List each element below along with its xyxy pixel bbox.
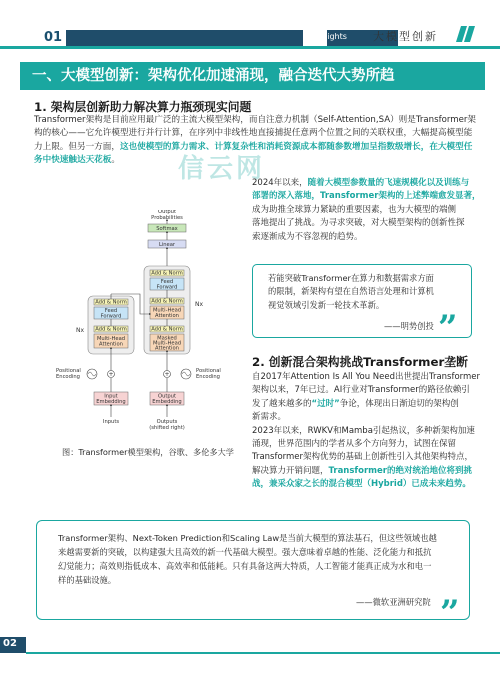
decoder-add-norm-1-label: Add & Norm bbox=[151, 326, 183, 333]
section1-line-4-highlight: 务中快速触达天花板 bbox=[34, 155, 112, 166]
encoder-add-norm-2-label: Add & Norm bbox=[95, 299, 127, 306]
encoder-positional-label-2: Encoding bbox=[56, 374, 80, 380]
right-line-1 bbox=[252, 177, 480, 190]
quote-2-source: ——微软亚洲研究院 bbox=[356, 597, 431, 607]
right-line-1-highlight: 随着大模型参数量的飞速规模化以及训练与 bbox=[307, 178, 470, 188]
s2-line-3-plain: 发了越来越多的 bbox=[252, 398, 312, 409]
output-embedding-label-1: Output bbox=[157, 393, 177, 400]
right-line-3: 成为助推全球算力紧缺的重要因素，也为大模型的端侧 bbox=[252, 204, 457, 215]
section1-right-paragraph bbox=[252, 177, 480, 244]
input-embedding-label-2: Embedding bbox=[96, 399, 126, 405]
decoder-mmh-label-3: Attention bbox=[155, 345, 179, 352]
linear-label: Linear bbox=[158, 242, 176, 248]
inputs-label: Inputs bbox=[102, 419, 120, 425]
quote-1-text bbox=[268, 272, 434, 312]
quote-mark-1-icon: ” bbox=[438, 308, 458, 348]
decoder-ff-label-1: Feed bbox=[160, 279, 174, 285]
encoder-mh-label-2: Attention bbox=[99, 341, 123, 348]
s2-line-3-highlight: “过时” bbox=[311, 398, 340, 409]
s2-line-8 bbox=[252, 465, 480, 478]
encoder-plus: + bbox=[108, 371, 114, 378]
encoder-mh-label-1: Multi-Head bbox=[96, 336, 126, 342]
header-rule bbox=[0, 46, 500, 49]
outputs-label-2: (shifted right) bbox=[149, 425, 185, 431]
softmax-label: Softmax bbox=[156, 226, 178, 232]
section1-line-4-end: 。 bbox=[111, 155, 120, 166]
quote-mark-2-icon: ” bbox=[440, 593, 460, 633]
s2-line-2: 架构以来，7年已过。AI行业对Transformer的路径依赖引 bbox=[252, 385, 470, 396]
header-insights: nsights bbox=[318, 32, 347, 41]
section1-heading: 1. 架构层创新助力解决算力瓶颈现实问题 bbox=[34, 100, 252, 114]
decoder-add-norm-2-label: Add & Norm bbox=[151, 298, 183, 305]
section2-heading: 2. 创新混合架构挑战Transformer垄断 bbox=[252, 355, 468, 369]
decoder-mh-label-2: Attention bbox=[155, 313, 179, 319]
quote-1-line-1: 若能突破Transformer在算力和数据需求方面 bbox=[268, 273, 434, 283]
decoder-ff-label-2: Forward bbox=[156, 284, 178, 291]
right-line-4: 落地提出了挑战。为寻求突破，对大模型架构的创新性探 bbox=[252, 218, 465, 229]
right-line-5: 索逐渐成为不容忽视的趋势。 bbox=[252, 231, 363, 242]
quote-1-line-2: 的限制，新架构有望在自然语言处理和计算机 bbox=[268, 286, 434, 297]
s2-line-9 bbox=[252, 478, 480, 491]
decoder-positional-label: Positional bbox=[196, 368, 221, 374]
quote-1-source: ——明势创投 bbox=[384, 321, 434, 331]
footer-page-number: 02 bbox=[3, 638, 17, 649]
encoder-positional-label: Positional bbox=[56, 368, 81, 374]
quote-2-text bbox=[58, 531, 437, 587]
section1-line-3-plain: 力上限。但另一方面， bbox=[34, 141, 120, 152]
decoder-positional-label-2: Encoding bbox=[196, 374, 220, 380]
header-i: i bbox=[305, 33, 308, 42]
encoder-ff-label-1: Feed bbox=[104, 308, 118, 314]
outputs-label: Outputs bbox=[156, 419, 178, 425]
decoder-plus: + bbox=[164, 371, 170, 378]
encoder-ff-label-2: Forward bbox=[100, 313, 122, 320]
header-page-label: 01 bbox=[44, 30, 63, 45]
header-decoration-icon bbox=[455, 24, 475, 44]
s2-line-8-plain: 解决算力开销问题， bbox=[252, 465, 329, 476]
right-line-2 bbox=[252, 190, 480, 203]
output-probabilities-label: Output bbox=[157, 210, 177, 215]
s2-line-9-highlight: 战，兼采众家之长的混合模型（Hybrid）已成未来趋势。 bbox=[252, 479, 471, 490]
s2-line-1: 自2017年Attention Is All You Need出世提出Transformer bbox=[252, 372, 481, 382]
header-band bbox=[58, 30, 398, 46]
output-embedding-label-2: Embedding bbox=[152, 399, 182, 405]
header-section-title: 大模型创新 bbox=[373, 30, 438, 43]
encoder-nx-label: Nx bbox=[76, 327, 85, 334]
section1-line-2: 构的核心——它允许模型进行并行计算，在序列中非线性地直接捕捉任意两个位置之间的关联权重，大幅提高模型能 bbox=[34, 128, 473, 139]
transformer-diagram bbox=[40, 210, 240, 440]
quote-2-line-3: 幻觉能力；高效则指低成本、高效率和低能耗。只有具备这两大特质，人工智能才能真正成为水和电一 bbox=[58, 561, 432, 571]
watermark: 信云网 bbox=[178, 154, 266, 184]
section2-paragraph bbox=[252, 371, 480, 492]
s2-line-7: Transformer架构优势的基础上创新性引入其他架构特点， bbox=[252, 452, 474, 463]
right-line-2-highlight: 部署的深入落地，Transformer架构的上述弊端愈发显著， bbox=[252, 191, 481, 202]
decoder-nx-label: Nx bbox=[195, 301, 204, 308]
s2-line-4: 新需求。 bbox=[252, 412, 287, 423]
quote-2-line-4: 样的基础设施。 bbox=[58, 575, 117, 585]
right-line-1-plain: 2024年以来， bbox=[252, 178, 308, 188]
output-probabilities-label-2: Probabilities bbox=[151, 215, 183, 221]
decoder-mmh-label-1: Masked bbox=[157, 335, 177, 342]
figure-caption: 图：Transformer模型架构，谷歌、多伦多大学 bbox=[62, 447, 234, 457]
quote-1-line-3: 视觉领域引发新一轮技术革新。 bbox=[268, 299, 385, 310]
quote-2-line-2: 来越需要新的突破，以构建强大且高效的新一代基础大模型。强大意味着卓越的性能、泛化能力和抵抗 bbox=[58, 547, 432, 557]
section1-line-3-highlight: 这也使模型的算力需求、计算复杂性和消耗资源成本都随参数增加呈指数级增长，在大模型任 bbox=[119, 141, 473, 152]
s2-line-5: 2023年以来，RWKV和Mamba引起热议，多种新架构加速 bbox=[252, 425, 475, 436]
s2-line-8-highlight: Transformer的绝对统治地位将到挑 bbox=[328, 465, 472, 476]
decoder-mh-label-1: Multi-Head bbox=[152, 307, 182, 314]
input-embedding-label-1: Input bbox=[104, 393, 118, 400]
page-title: 一、大模型创新：架构优化加速涌现，融合迭代大势所趋 bbox=[32, 67, 395, 84]
footer-page-badge bbox=[0, 637, 26, 653]
decoder-add-norm-3-label: Add & Norm bbox=[151, 270, 183, 277]
decoder-mmh-label-2: Multi-Head bbox=[152, 340, 182, 347]
s2-line-3 bbox=[252, 398, 480, 411]
footer-rule bbox=[26, 652, 500, 654]
s2-line-3-tail: 争论，体现出日渐迫切的架构创 bbox=[339, 398, 459, 409]
s2-line-6: 涌现，世界范围内的学者从多个方向努力，试图在保留 bbox=[252, 439, 457, 450]
quote-2-line-1: Transformer架构、Next-Token Prediction和Scaling Law是当前大模型的算法基石，但这些领域也越 bbox=[58, 533, 437, 543]
encoder-add-norm-1-label: Add & Norm bbox=[95, 326, 127, 333]
section1-line-1: Transformer架构是目前应用最广泛的主流大模型架构，而自注意力机制（Self-Attention,SA）则是Transformer架 bbox=[34, 115, 477, 125]
